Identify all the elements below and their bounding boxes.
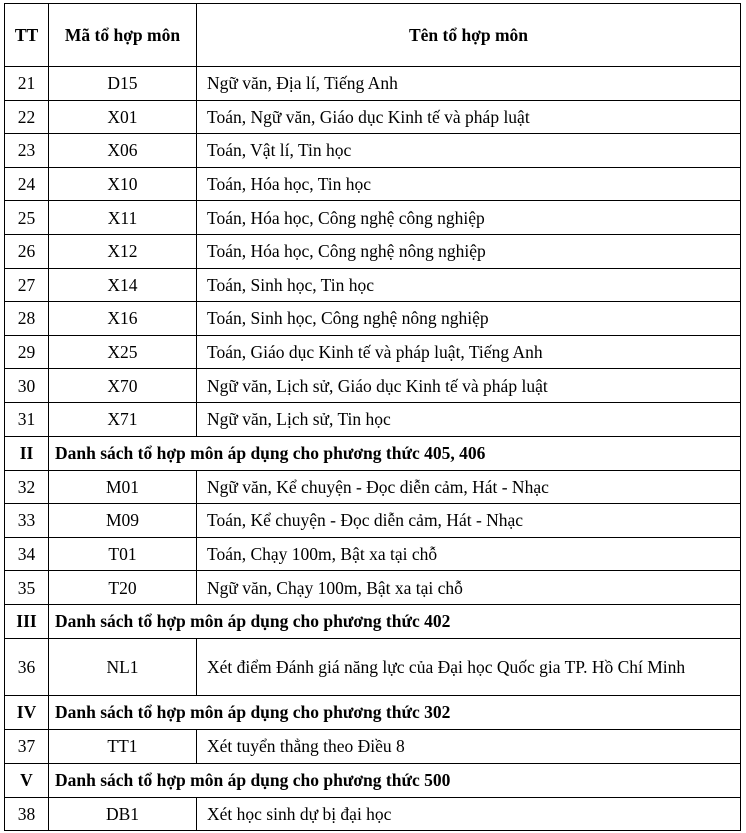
cell-tt: 38 [5,797,49,831]
cell-name: Toán, Hóa học, Tin học [197,167,741,201]
section-row [5,695,741,729]
header-name: Tên tổ hợp môn [197,4,741,67]
section-row [5,763,741,797]
table-row [5,797,741,831]
table-row [5,504,741,538]
cell-name: Toán, Ngữ văn, Giáo dục Kinh tế và pháp luật [197,100,741,134]
header-tt: TT [5,4,49,67]
cell-name: Xét tuyển thẳng theo Điều 8 [197,729,741,763]
table-header-row [5,4,741,67]
section-number: IV [5,695,49,729]
cell-tt: 22 [5,100,49,134]
cell-tt: 35 [5,571,49,605]
cell-name: Ngữ văn, Lịch sử, Tin học [197,402,741,436]
table-row [5,201,741,235]
cell-name: Toán, Vật lí, Tin học [197,134,741,168]
cell-code: NL1 [49,638,197,695]
subject-combination-table [4,3,741,831]
section-number: V [5,763,49,797]
cell-code: X11 [49,201,197,235]
cell-code: X70 [49,369,197,403]
cell-tt: 28 [5,302,49,336]
cell-name: Ngữ văn, Chạy 100m, Bật xa tại chỗ [197,571,741,605]
section-row [5,436,741,470]
cell-tt: 21 [5,67,49,101]
table-row [5,729,741,763]
table-row [5,134,741,168]
cell-tt: 25 [5,201,49,235]
cell-tt: 23 [5,134,49,168]
section-title: Danh sách tổ hợp môn áp dụng cho phương thức 302 [49,695,741,729]
section-number: II [5,436,49,470]
cell-code: D15 [49,67,197,101]
section-number: III [5,604,49,638]
table-row [5,67,741,101]
cell-code: X06 [49,134,197,168]
cell-name: Toán, Sinh học, Tin học [197,268,741,302]
table-row [5,638,741,695]
cell-name: Ngữ văn, Kể chuyện - Đọc diễn cảm, Hát - Nhạc [197,470,741,504]
cell-name: Toán, Sinh học, Công nghệ nông nghiệp [197,302,741,336]
cell-name: Ngữ văn, Lịch sử, Giáo dục Kinh tế và pháp luật [197,369,741,403]
cell-tt: 37 [5,729,49,763]
table-row [5,335,741,369]
cell-tt: 36 [5,638,49,695]
cell-tt: 31 [5,402,49,436]
section-title: Danh sách tổ hợp môn áp dụng cho phương thức 500 [49,763,741,797]
section-title: Danh sách tổ hợp môn áp dụng cho phương thức 405, 406 [49,436,741,470]
table-row [5,369,741,403]
cell-code: M09 [49,504,197,538]
cell-code: X12 [49,234,197,268]
cell-name: Xét điểm Đánh giá năng lực của Đại học Quốc gia TP. Hồ Chí Minh [197,638,741,695]
cell-tt: 24 [5,167,49,201]
cell-name: Toán, Hóa học, Công nghệ nông nghiệp [197,234,741,268]
cell-code: X71 [49,402,197,436]
table-row [5,470,741,504]
cell-name: Toán, Giáo dục Kinh tế và pháp luật, Tiếng Anh [197,335,741,369]
cell-name: Toán, Chạy 100m, Bật xa tại chỗ [197,537,741,571]
cell-code: X01 [49,100,197,134]
cell-code: TT1 [49,729,197,763]
cell-code: X10 [49,167,197,201]
table-row [5,268,741,302]
table-row [5,100,741,134]
section-title: Danh sách tổ hợp môn áp dụng cho phương thức 402 [49,604,741,638]
section-row [5,604,741,638]
cell-name: Ngữ văn, Địa lí, Tiếng Anh [197,67,741,101]
table-row [5,167,741,201]
cell-code: X16 [49,302,197,336]
cell-code: T20 [49,571,197,605]
cell-code: M01 [49,470,197,504]
cell-code: X14 [49,268,197,302]
table-row [5,302,741,336]
cell-tt: 27 [5,268,49,302]
cell-tt: 30 [5,369,49,403]
cell-code: X25 [49,335,197,369]
header-code: Mã tổ hợp môn [49,4,197,67]
cell-code: DB1 [49,797,197,831]
cell-tt: 29 [5,335,49,369]
cell-tt: 34 [5,537,49,571]
table-row [5,537,741,571]
table-row [5,402,741,436]
cell-tt: 26 [5,234,49,268]
table-row [5,571,741,605]
cell-name: Toán, Hóa học, Công nghệ công nghiệp [197,201,741,235]
cell-tt: 32 [5,470,49,504]
cell-name: Toán, Kể chuyện - Đọc diễn cảm, Hát - Nhạc [197,504,741,538]
table-row [5,234,741,268]
cell-name: Xét học sinh dự bị đại học [197,797,741,831]
cell-tt: 33 [5,504,49,538]
cell-code: T01 [49,537,197,571]
